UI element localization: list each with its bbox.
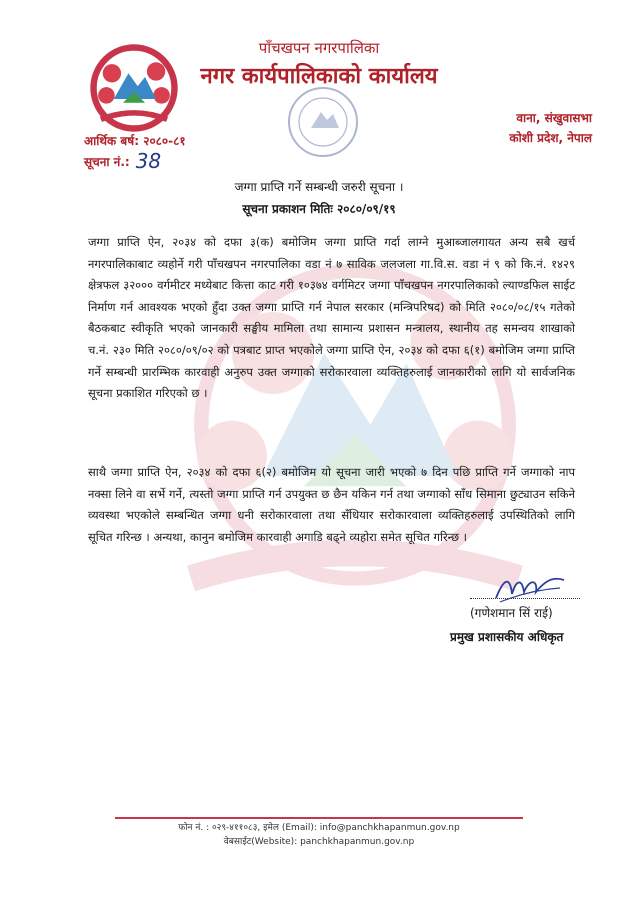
notice-meta — [84, 131, 186, 172]
footer-contact: फोन नं. : ०२९-४११०८३, इमेल (Email): info@panchkhapanmun.gov.np — [178, 823, 460, 833]
footer-divider — [115, 817, 523, 819]
municipality-name: पाँचखपन नगरपालिका — [258, 39, 380, 57]
fiscal-year: आर्थिक बर्ष: २०८०-८१ — [84, 134, 186, 148]
office-name: नगर कार्यपालिकाको कार्यालय — [200, 64, 438, 89]
signatory-name: (गणेशमान सिं राई) — [470, 606, 553, 620]
notice-subject: जग्गा प्राप्ति गर्ने सम्बन्धी जरुरी सूचना । — [234, 180, 404, 194]
notice-label: सूचना नं.: — [84, 155, 130, 169]
office-seal-icon — [283, 82, 363, 162]
notice-number: 38 — [135, 149, 162, 173]
notice-subject-block — [0, 176, 638, 220]
notice-paragraph-2: साथै जग्गा प्राप्ति ऐन, २०३४ को दफा ६(२) बमोजिम यो सूचना जारी भएको ७ दिन पछि प्राप्ति गर्ने जग्गाको नाप नक्सा लिने वा सर्भे गर्ने, त्यस्तो जग्गा प्राप्ति गर्न उपयुक्त छ छैन यकिन गर्न तथा जग्गाको साँध सिमाना छुट्याउन सकिने व्यवस्था भएकोले सम्बन्धित जग्गा धनी सरोकारवाला तथा सँधियार सरोकारवाला व्यक्तिहरुलाई उपस्थितिको लागि सूचित गरिन्छ । अन्यथा, कानुन बमोजिम कारवाही अगाडि बढ्ने व्यहोरा समेत सूचित गरिन्छ । — [88, 465, 575, 544]
signature-icon — [490, 568, 570, 608]
notice-number-row — [84, 151, 186, 172]
address-block — [509, 108, 592, 148]
signature-line — [470, 598, 580, 599]
footer-website: वेबसाईट(Website): panchkhapanmun.gov.np — [223, 837, 415, 847]
footer — [0, 821, 638, 849]
notice-paragraph-1: जग्गा प्राप्ति ऐन, २०३४ को दफा ३(क) बमोजिम जग्गा प्राप्ति गर्दा लाग्ने मुआब्जालगायत अन्य सबै खर्च नगरपालिकाबाट व्यहोर्ने गरी पाँचखपन नगरपालिका वडा नं ७ साविक जलजला गा.वि.स. वडा नं ९ को कि.नं. १४२९ क्षेत्रफल ३२००० वर्गमीटर मध्येबाट कित्ता काट गरी १०३७४ वर्गमिटर जग्गा पाँचखपन नगरपालिकाको ल्याण्डफिल साईट निर्माण गर्न आवश्यक भएको हुँदा उक्त जग्गा प्राप्ति गर्न नेपाल सरकार (मन्त्रिपरिषद) को मिति २०८०/०८/१५ गतेको बैठकबाट स्वीकृति भएको जानकारी सङ्घीय मामिला तथा सामान्य प्रशासन मन्त्रालय, स्थानीय तह समन्वय शाखाको च.नं. २३० मिति २०८०/०९/०२ को पत्रबाट प्राप्त भएकोले जग्गा प्राप्ति ऐन, २०३४ को दफा ६(१) बमोजिम जग्गा प्राप्ति गर्ने सम्बन्धी प्रारम्भिक कारवाही अनुरुप उक्त जग्गाको सरोकारवाला व्यक्तिहरुलाई जानकारीको लागि यो सार्वजनिक सूचना प्रकाशित गरिएको छ । — [88, 235, 575, 401]
publish-date: सूचना प्रकाशन मितिः २०८०/०९/१९ — [242, 202, 396, 216]
signatory-title: प्रमुख प्रशासकीय अधिकृत — [450, 630, 564, 644]
province-text: कोशी प्रदेश, नेपाल — [509, 131, 592, 145]
location-text: वाना, संखुवासभा — [516, 111, 592, 125]
